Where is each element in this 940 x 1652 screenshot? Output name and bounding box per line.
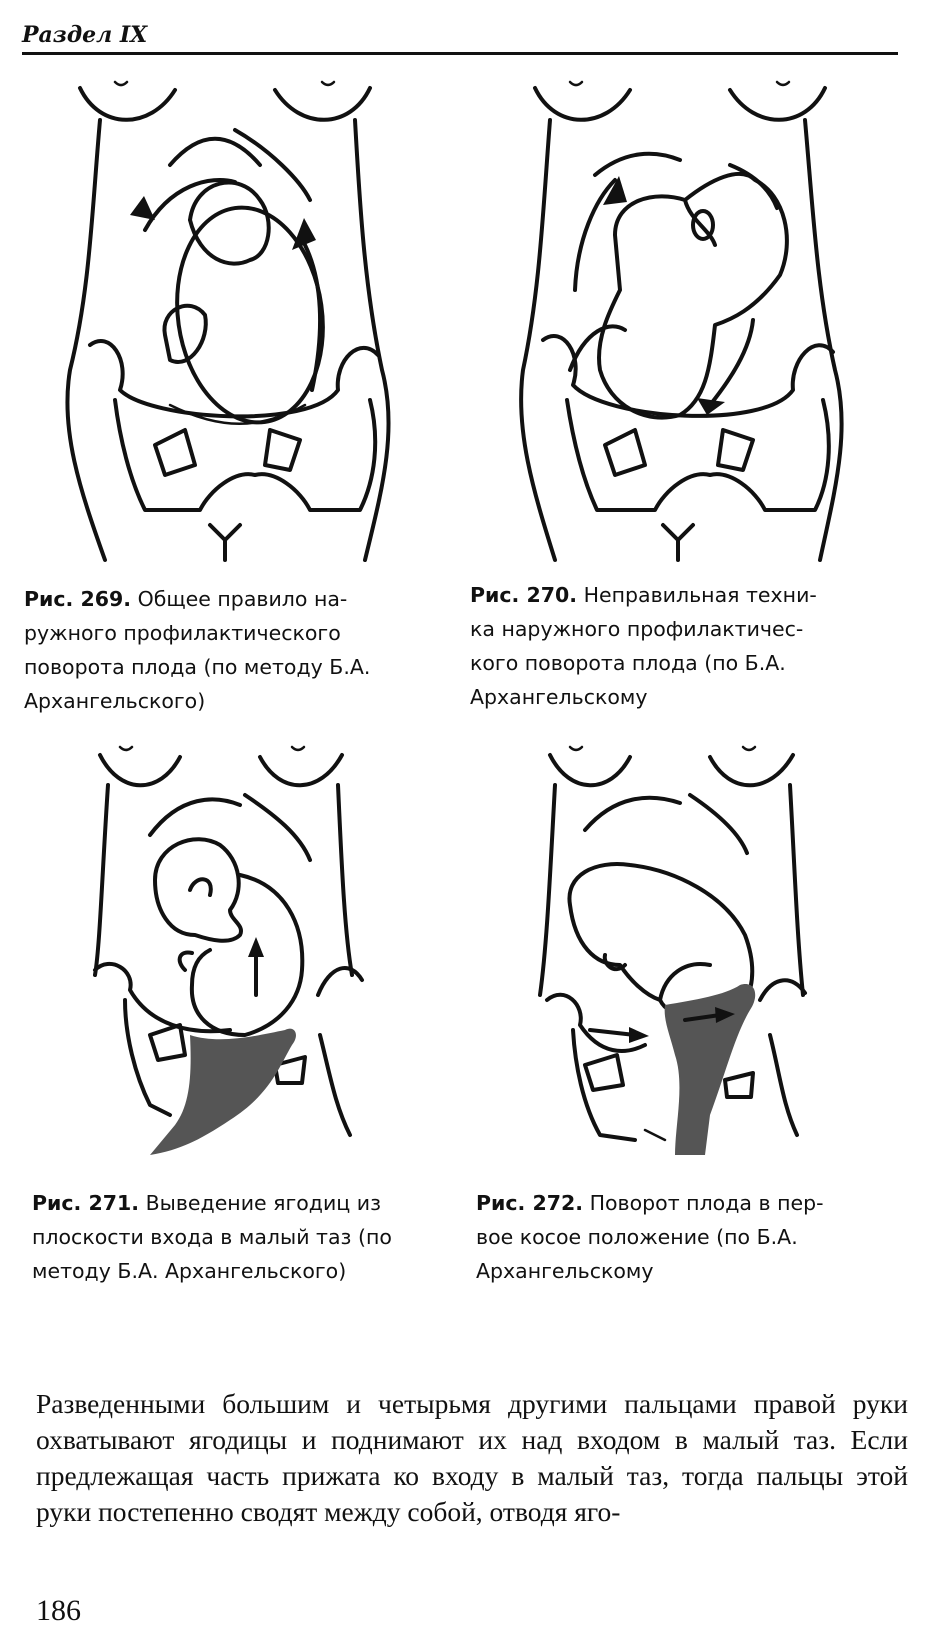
- page-header: [22, 22, 898, 48]
- figure-271-caption: [32, 1186, 432, 1288]
- figure-number: Рис. 271.: [32, 1191, 140, 1215]
- caption-line: Архангельского): [24, 689, 206, 713]
- caption-line: кого поворота плода (по Б.А.: [470, 651, 786, 675]
- caption-text: Неправильная техни-: [583, 583, 817, 607]
- figure-270-illustration: [515, 70, 855, 565]
- caption-text: Поворот плода в пер-: [589, 1191, 824, 1215]
- section-title: Раздел IX: [22, 22, 148, 48]
- caption-line: вое косое положение (по Б.А.: [476, 1225, 798, 1249]
- figure-271-illustration: [80, 735, 410, 1175]
- figure-272-caption: [476, 1186, 896, 1288]
- caption-line: Архангельскому: [476, 1259, 654, 1283]
- caption-line: ружного профилактического: [24, 621, 341, 645]
- figure-269-illustration: [60, 70, 400, 565]
- caption-line: Архангельскому: [470, 685, 648, 709]
- caption-text: Общее правило на-: [137, 587, 348, 611]
- caption-line: поворота плода (по методу Б.А.: [24, 655, 371, 679]
- figure-number: Рис. 272.: [476, 1191, 584, 1215]
- caption-text: Выведение ягодиц из: [145, 1191, 381, 1215]
- caption-line: ка наружного профилактичес-: [470, 617, 804, 641]
- caption-line: [24, 582, 424, 616]
- caption-line: [32, 1186, 432, 1220]
- body-paragraph: Разведенными большим и четырьмя другими пальцами правой руки охватывают ягодицы и поднимают их над входом в малый таз. Если предлежащая часть прижата ко входу в малый таз, тогда пальцы этой руки постепенно сводят между собой, отводя яго-: [36, 1388, 908, 1527]
- caption-line: плоскости входа в малый таз (по: [32, 1225, 392, 1249]
- header-rule: [22, 52, 898, 55]
- caption-line: [470, 578, 900, 612]
- figure-number: Рис. 269.: [24, 587, 132, 611]
- figure-269-caption: [24, 582, 424, 718]
- page-number: 186: [36, 1594, 81, 1627]
- figure-272-illustration: [525, 735, 855, 1175]
- figure-number: Рис. 270.: [470, 583, 578, 607]
- caption-line: [476, 1186, 896, 1220]
- figure-270-caption: [470, 578, 900, 714]
- caption-line: методу Б.А. Архангельского): [32, 1259, 347, 1283]
